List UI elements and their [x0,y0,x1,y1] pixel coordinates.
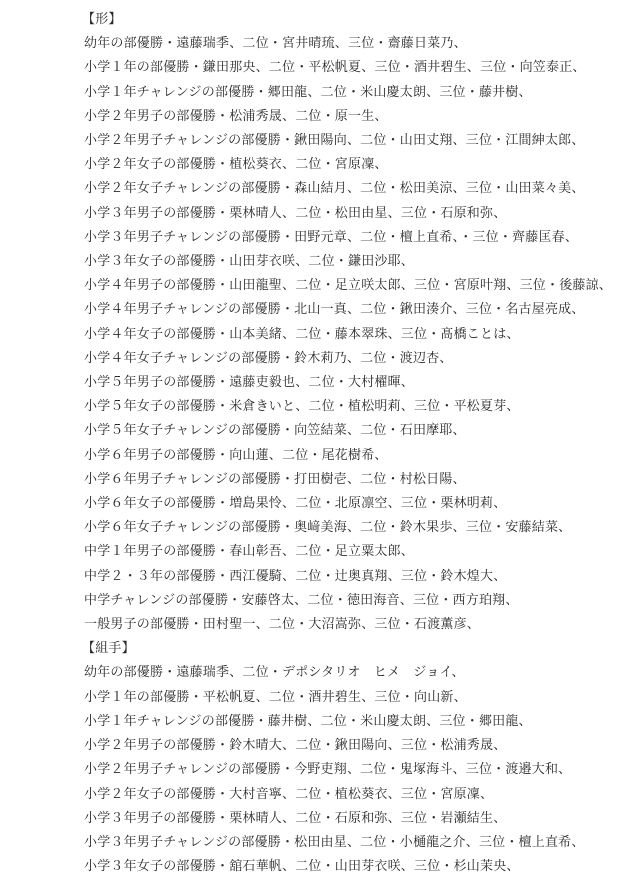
result-line: 小学６年男子チャレンジの部優勝・打田樹壱、二位・村松日陽、 [84,471,466,487]
result-line: 小学２年男子の部優勝・松浦秀晟、二位・原一生、 [84,108,388,124]
result-line: 小学３年女子の部優勝・舘石華帆、二位・山田芽衣咲、三位・杉山茉央、 [84,859,520,875]
result-line: 幼年の部優勝・遠藤瑞季、二位・宮井晴琉、三位・齋藤日菜乃、 [84,36,467,52]
result-line: 小学２年男子の部優勝・鈴木晴大、二位・鍬田陽向、三位・松浦秀晟、 [84,738,507,754]
result-line: 小学４年女子の部優勝・山本美緒、二位・藤本翠珠、三位・髙橋ことは、 [84,326,520,342]
result-line: 小学２年女子の部優勝・植松葵衣、二位・宮原凜、 [84,157,388,173]
result-line: 小学４年男子チャレンジの部優勝・北山一真、二位・鍬田湊介、三位・名古屋亮成、 [84,302,585,318]
section-kata [84,8,634,637]
result-line: 小学５年男子の部優勝・遠藤吏毅也、二位・大村櫂暉、 [84,375,415,391]
result-line: 小学１年の部優勝・鎌田那央、二位・平松帆夏、三位・酒井碧生、三位・向笠泰正、 [84,60,586,76]
result-line: 小学６年女子の部優勝・増島果怜、二位・北原凛空、三位・栗林明莉、 [84,496,507,512]
result-line: 小学６年男子の部優勝・向山蓮、二位・尾花樹希、 [84,447,388,463]
result-line: 小学１年の部優勝・平松帆夏、二位・酒井碧生、三位・向山新、 [84,689,467,705]
result-line: 小学５年女子の部優勝・米倉きいと、二位・植松明莉、三位・平松夏芽、 [84,399,520,415]
result-line: 小学３年男子の部優勝・栗林晴人、二位・松田由星、三位・石原和弥、 [84,205,507,221]
section-heading-kumite: 【組手】 [82,641,135,657]
section-kumite [84,637,634,879]
result-line: 小学４年女子チャレンジの部優勝・鈴木莉乃、二位・渡辺杏、 [84,350,453,366]
result-line: 中学チャレンジの部優勝・安藤啓太、二位・徳田海音、三位・西方珀翔、 [84,592,519,608]
result-line: 小学２年女子チャレンジの部優勝・森山結月、二位・松田美涼、三位・山田菜々美、 [84,181,585,197]
result-line: 小学５年女子チャレンジの部優勝・向笠結菜、二位・石田摩耶、 [84,423,466,439]
result-line: 小学１年チャレンジの部優勝・郷田龍、二位・米山慶太朗、三位・藤井樹、 [84,84,532,100]
results-document [84,8,634,879]
result-line: 小学２年男子チャレンジの部優勝・今野吏翔、二位・鬼塚海斗、三位・渡邉大和、 [84,762,572,778]
result-line: 小学３年男子チャレンジの部優勝・松田由星、二位・小樋龍之介、三位・檀上直希、 [84,834,585,850]
result-line: 小学１年チャレンジの部優勝・藤井樹、二位・米山慶太朗、三位・郷田龍、 [84,713,532,729]
result-line: 一般男子の部優勝・田村聖一、二位・大沼嵩弥、三位・石渡薫彦、 [84,617,481,633]
result-line: 小学３年男子チャレンジの部優勝・田野元章、二位・檀上直希、・三位・齊藤匡春、 [84,229,579,245]
result-line: 小学６年女子チャレンジの部優勝・奥﨑美海、二位・鈴木果歩、三位・安藤結菜、 [84,520,572,536]
result-line: 小学２年男子チャレンジの部優勝・鍬田陽向、二位・山田丈翔、三位・江間紳太郎、 [84,133,585,149]
section-heading-kata: 【形】 [82,12,122,27]
result-line: 小学４年男子の部優勝・山田龍聖、二位・足立咲太郎、三位・宮原叶翔、三位・後藤諒、 [84,278,613,294]
result-line: 小学３年男子の部優勝・栗林晴人、二位・石原和弥、三位・岩瀬結生、 [84,810,507,826]
result-line: 小学２年女子の部優勝・大村音寧、二位・植松葵衣、三位・宮原凜、 [84,786,494,802]
result-line: 幼年の部優勝・遠藤瑞季、二位・デポシタリオ ヒメ ジョイ、 [84,665,465,681]
result-line: 中学２・３年の部優勝・西江優騎、二位・辻奥真翔、三位・鈴木煌大、 [84,568,507,584]
result-line: 中学１年男子の部優勝・春山彰吾、二位・足立粟太郎、 [84,544,415,560]
result-line: 小学３年女子の部優勝・山田芽衣咲、二位・鎌田沙耶、 [84,254,415,270]
